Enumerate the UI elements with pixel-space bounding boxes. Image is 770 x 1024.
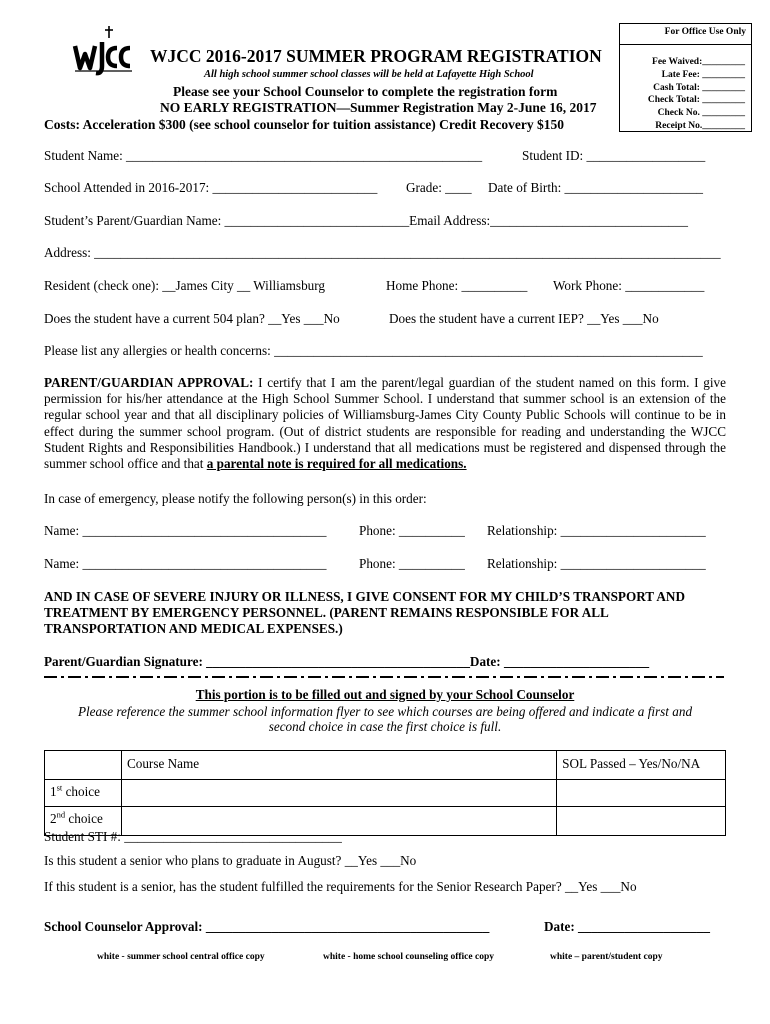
receipt-no-field[interactable]: Receipt No._________ (655, 120, 745, 131)
emergency-intro: In case of emergency, please notify the following person(s) in this order: (44, 491, 427, 506)
emergency-phone-2[interactable]: Phone: __________ (359, 556, 465, 571)
late-fee-field[interactable]: Late Fee: _________ (661, 69, 745, 80)
school-attended-field[interactable]: School Attended in 2016-2017: _________________________ (44, 180, 378, 195)
date-of-birth-field[interactable]: Date of Birth: _____________________ (488, 180, 704, 195)
parent-approval-paragraph (44, 375, 726, 472)
home-phone-field[interactable]: Home Phone: __________ (386, 278, 528, 293)
table-row (45, 780, 726, 807)
sol-passed-header: SOL Passed – Yes/No/NA (557, 751, 726, 780)
medication-note: a parental note is required for all medications. (206, 456, 467, 472)
office-use-header: For Office Use Only (664, 27, 746, 37)
fee-waived-field[interactable]: Fee Waived:_________ (652, 57, 745, 67)
emergency-relationship-2[interactable]: Relationship: ______________________ (487, 556, 706, 571)
counselor-note: Please see your School Counselor to complete the registration form (173, 84, 558, 99)
form-title: WJCC 2016-2017 SUMMER PROGRAM REGISTRATION (150, 46, 602, 66)
office-fields (620, 56, 745, 133)
plan-504-field[interactable]: Does the student have a current 504 plan? __Yes ___No (44, 311, 340, 326)
emergency-name-2[interactable]: Name: _____________________________________ (44, 556, 327, 571)
course-name-header: Course Name (121, 751, 556, 780)
second-choice-sol-cell[interactable] (557, 807, 726, 836)
copy-label-home-school: white - home school counseling office copy (323, 952, 494, 962)
senior-august-question[interactable]: Is this student a senior who plans to graduate in August? __Yes ___No (44, 853, 417, 868)
second-choice-label: 2nd choice (45, 807, 122, 836)
grade-field[interactable]: Grade: ____ (406, 180, 472, 195)
senior-paper-question[interactable]: If this student is a senior, has the student fulfilled the requirements for the Senior Research Paper? __Yes ___No (44, 879, 637, 894)
first-choice-sol-cell[interactable] (557, 780, 726, 807)
allergies-field[interactable]: Please list any allergies or health concerns: _________________________________________________________________ (44, 343, 703, 358)
approval-heading: PARENT/GUARDIAN APPROVAL: (44, 375, 254, 390)
counselor-approval-field[interactable]: School Counselor Approval: ___________________________________________ (44, 919, 490, 934)
cash-total-field[interactable]: Cash Total: _________ (653, 82, 745, 93)
counselor-section-title: This portion is to be filled out and signed by your School Counselor (195, 687, 575, 702)
consent-statement: AND IN CASE OF SEVERE INJURY OR ILLNESS, I GIVE CONSENT FOR MY CHILD’S TRANSPORT AND TREATMENT BY EMERGENCY PERSONNEL. (PARENT REMAINS RESPONSIBLE FOR ALL TRANSPORTATION AND MEDICAL EXPENSES.) (44, 589, 685, 637)
copy-label-central: white - summer school central office copy (97, 952, 265, 962)
counselor-instructions-1: Please reference the summer school information flyer to see which courses are being offered and indicate a first and (77, 704, 693, 719)
student-id-field[interactable]: Student ID: __________________ (522, 148, 706, 163)
location-note: All high school summer school classes will be held at Lafayette High School (204, 69, 534, 80)
work-phone-field[interactable]: Work Phone: ____________ (553, 278, 705, 293)
cut-line-separator (44, 676, 724, 678)
copy-label-parent: white – parent/student copy (550, 952, 663, 962)
office-use-box (619, 23, 752, 132)
parent-signature-field[interactable]: Parent/Guardian Signature: ________________________________________Date: ______________________ (44, 654, 650, 669)
check-no-field[interactable]: Check No. _________ (657, 108, 745, 119)
first-choice-label: 1st choice (45, 780, 122, 807)
student-name-field[interactable]: Student Name: ______________________________________________________ (44, 148, 483, 163)
table-header-row (45, 751, 726, 780)
wjcc-logo (72, 24, 134, 76)
course-choice-table (44, 750, 726, 836)
office-divider (620, 44, 751, 45)
address-field[interactable]: Address: _______________________________________________________________________________________________ (44, 245, 721, 260)
first-choice-course-cell[interactable] (121, 780, 556, 807)
emergency-phone-1[interactable]: Phone: __________ (359, 523, 465, 538)
emergency-name-1[interactable]: Name: _____________________________________ (44, 523, 327, 538)
counselor-date-field[interactable]: Date: ____________________ (544, 919, 710, 934)
parent-name-email-field[interactable]: Student’s Parent/Guardian Name: ____________________________Email Address:______________________________ (44, 213, 688, 228)
costs-line: Costs: Acceleration $300 (see school counselor for tuition assistance) Credit Recovery $150 (44, 117, 565, 132)
registration-dates: NO EARLY REGISTRATION—Summer Registration May 2-June 16, 2017 (160, 100, 597, 115)
iep-field[interactable]: Does the student have a current IEP? __Yes ___No (389, 311, 659, 326)
resident-check-field[interactable]: Resident (check one): __James City __ Williamsburg (44, 278, 325, 293)
student-sti-field[interactable]: Student STI #: _________________________________ (44, 829, 342, 844)
table-corner-cell (45, 751, 122, 780)
check-total-field[interactable]: Check Total: _________ (647, 95, 745, 106)
approval-text: I certify that I am the parent/legal guardian of the student named on this form. I give permission for his/her attendance at the High School Summer School. I understand that summer school is an extension of the regular school year and that all disciplinary policies of Williamsburg-James City County Public Schools will continue to be in effect during the summer school program. (Out of district students are responsible for reading and understanding the WJCC Student Rights and Responsibilities Handbook.) I understand that all medications must be registered and dispensed through the summer school office and that (44, 375, 726, 472)
counselor-instructions-2: second choice in case the first choice is full. (268, 719, 502, 734)
emergency-relationship-1[interactable]: Relationship: ______________________ (487, 523, 706, 538)
